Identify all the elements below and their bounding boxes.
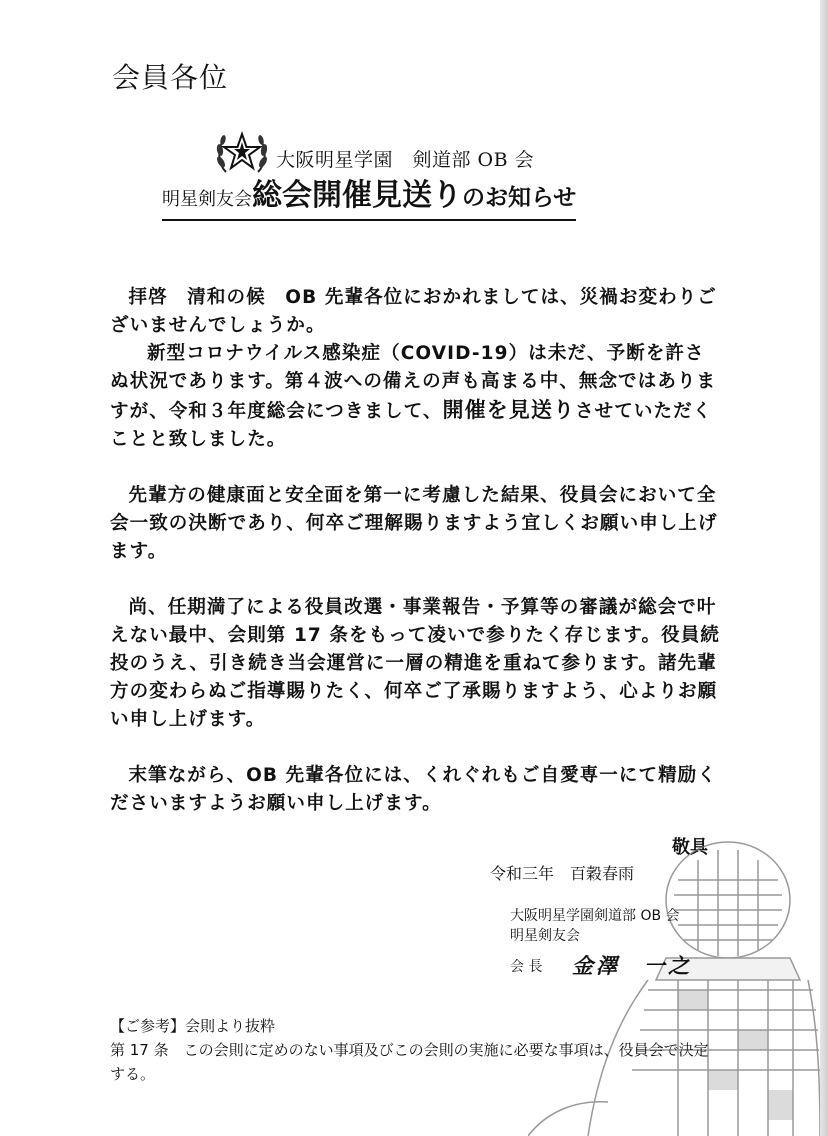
title-prefix: 明星剣友会 — [162, 189, 252, 210]
paragraph-officers: 尚、任期満了による役員改選・事業報告・予算等の審議が総会で叶えない最中、会則第 17 条をもって凌いで参りたく存じます。役員続投のうえ、引き続き当会運営に一層の精進を重ねて参ります。諸先輩方の変わらぬご指導賜りたく、何卒ご了承賜りますよう、心よりお願い申し上げます。 — [110, 597, 720, 730]
closing-word: 敬具 — [672, 837, 708, 858]
signature-name: 金澤 一之 — [572, 953, 692, 978]
title-suffix: のお知らせ — [462, 185, 577, 211]
addressee: 会員各位 — [112, 61, 229, 94]
org-line: 大阪明星学園 剣道部 OB 会 — [276, 149, 535, 171]
reference-article: 第 17 条 この会則に定めのない事項及びこの会則の実施に必要な事項は、役員会で決定する。 — [110, 1041, 709, 1083]
paragraph-closing: 末筆ながら、OB 先輩各位には、くれぐれもご自愛専一にて精励くださいますようお願い申し上げます。 — [110, 765, 717, 814]
paragraph-covid — [110, 340, 720, 454]
paragraph-greeting: 拝啓 清和の候 OB 先輩各位におかれましては、災禍お変わりございませんでしょうか。 — [110, 287, 717, 336]
star-laurel-emblem-icon — [214, 128, 270, 178]
paragraph-decision: 先輩方の健康面と安全面を第一に考慮した結果、役員会において全会一致の決断であり、何卒ご理解賜りますよう宜しくお願い申し上げます。 — [110, 485, 718, 562]
paragraph-covid-text: 新型コロナウイルス感染症（COVID-19）は未だ、予断を許さぬ状況であります。第４波への備えの声も高まる中、無念ではありますが、令和３年度総会につきまして、 — [110, 343, 717, 422]
paragraph-covid-end: させていただくことと致しました。 — [110, 401, 713, 450]
signature-organization — [510, 906, 680, 946]
cancel-emphasis: 開催を見送り — [442, 398, 576, 422]
letter-body — [110, 284, 720, 818]
reference-section — [110, 1014, 710, 1086]
kendo-fencer-sketch-icon — [528, 840, 820, 1136]
letter-date: 令和三年 百穀春雨 — [490, 864, 635, 883]
title-main: 総会開催見送り — [252, 178, 462, 213]
signature-org-line1: 大阪明星学園剣道部 OB 会 — [510, 908, 680, 924]
page-edge — [820, 0, 828, 1136]
signature-role: 会 長 — [510, 959, 543, 975]
reference-heading: 【ご参考】会則より抜粋 — [110, 1017, 276, 1035]
notice-title — [162, 178, 576, 221]
signature-org-line2: 明星剣友会 — [510, 928, 580, 944]
